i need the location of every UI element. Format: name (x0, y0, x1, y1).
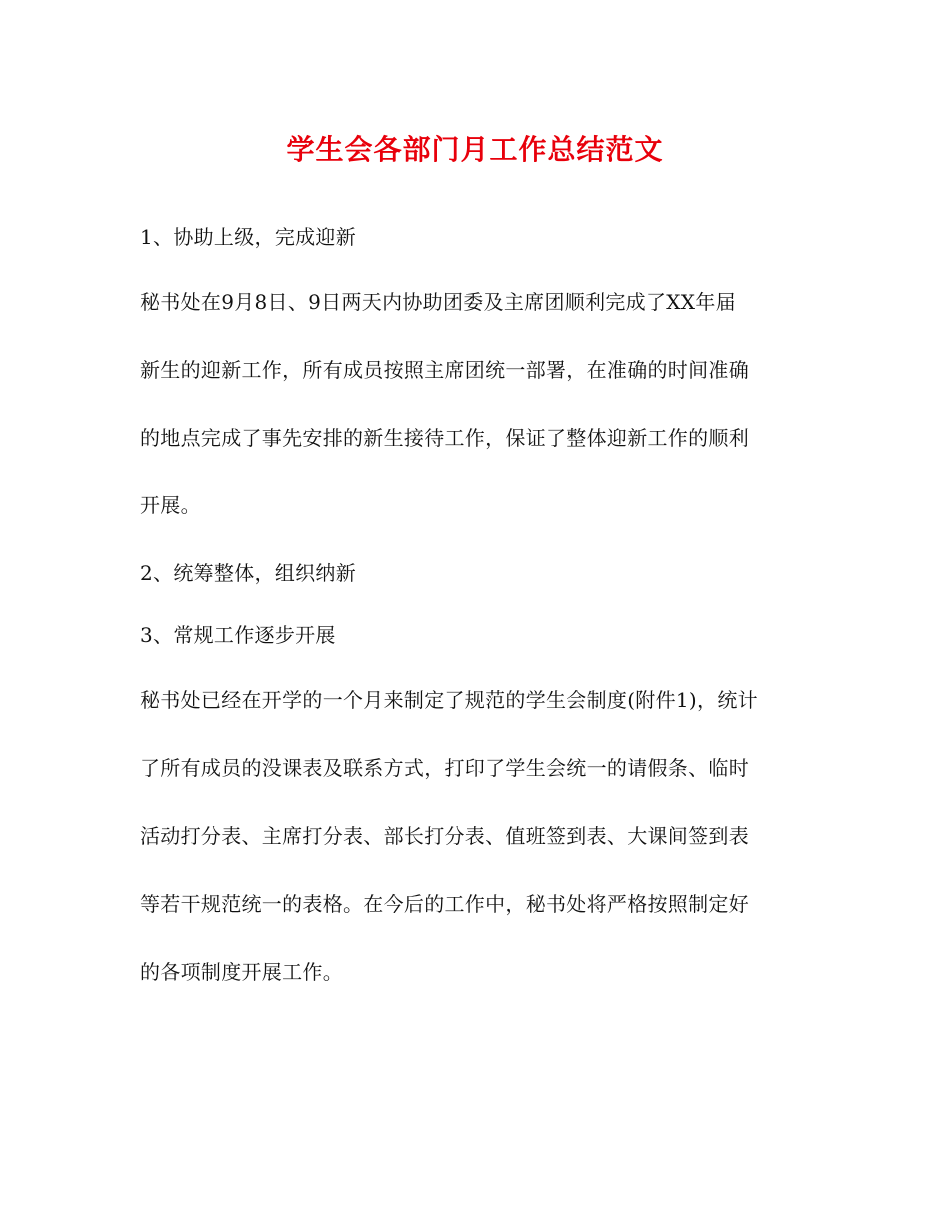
paragraph-line: 开展。 (140, 493, 201, 517)
paragraph-line: 新生的迎新工作，所有成员按照主席团统一部署，在准确的时间准确 (140, 358, 749, 382)
paragraph-line: 秘书处在9月8日、9日两天内协助团委及主席团顺利完成了XX年届 (140, 290, 736, 314)
heading-3: 3、常规工作逐步开展 (140, 623, 336, 647)
paragraph-line: 的各项制度开展工作。 (140, 960, 343, 984)
paragraph-line: 秘书处已经在开学的一个月来制定了规范的学生会制度(附件1)，统计 (140, 688, 758, 712)
paragraph-line: 了所有成员的没课表及联系方式，打印了学生会统一的请假条、临时 (140, 756, 749, 780)
paragraph-line: 活动打分表、主席打分表、部长打分表、值班签到表、大课间签到表 (140, 824, 749, 848)
paragraph-line: 等若干规范统一的表格。在今后的工作中，秘书处将严格按照制定好 (140, 892, 749, 916)
paragraph-line: 的地点完成了事先安排的新生接待工作，保证了整体迎新工作的顺利 (140, 426, 749, 450)
document-title: 学生会各部门月工作总结范文 (286, 133, 664, 166)
heading-2: 2、统筹整体，组织纳新 (140, 561, 357, 585)
heading-1: 1、协助上级，完成迎新 (140, 225, 357, 249)
